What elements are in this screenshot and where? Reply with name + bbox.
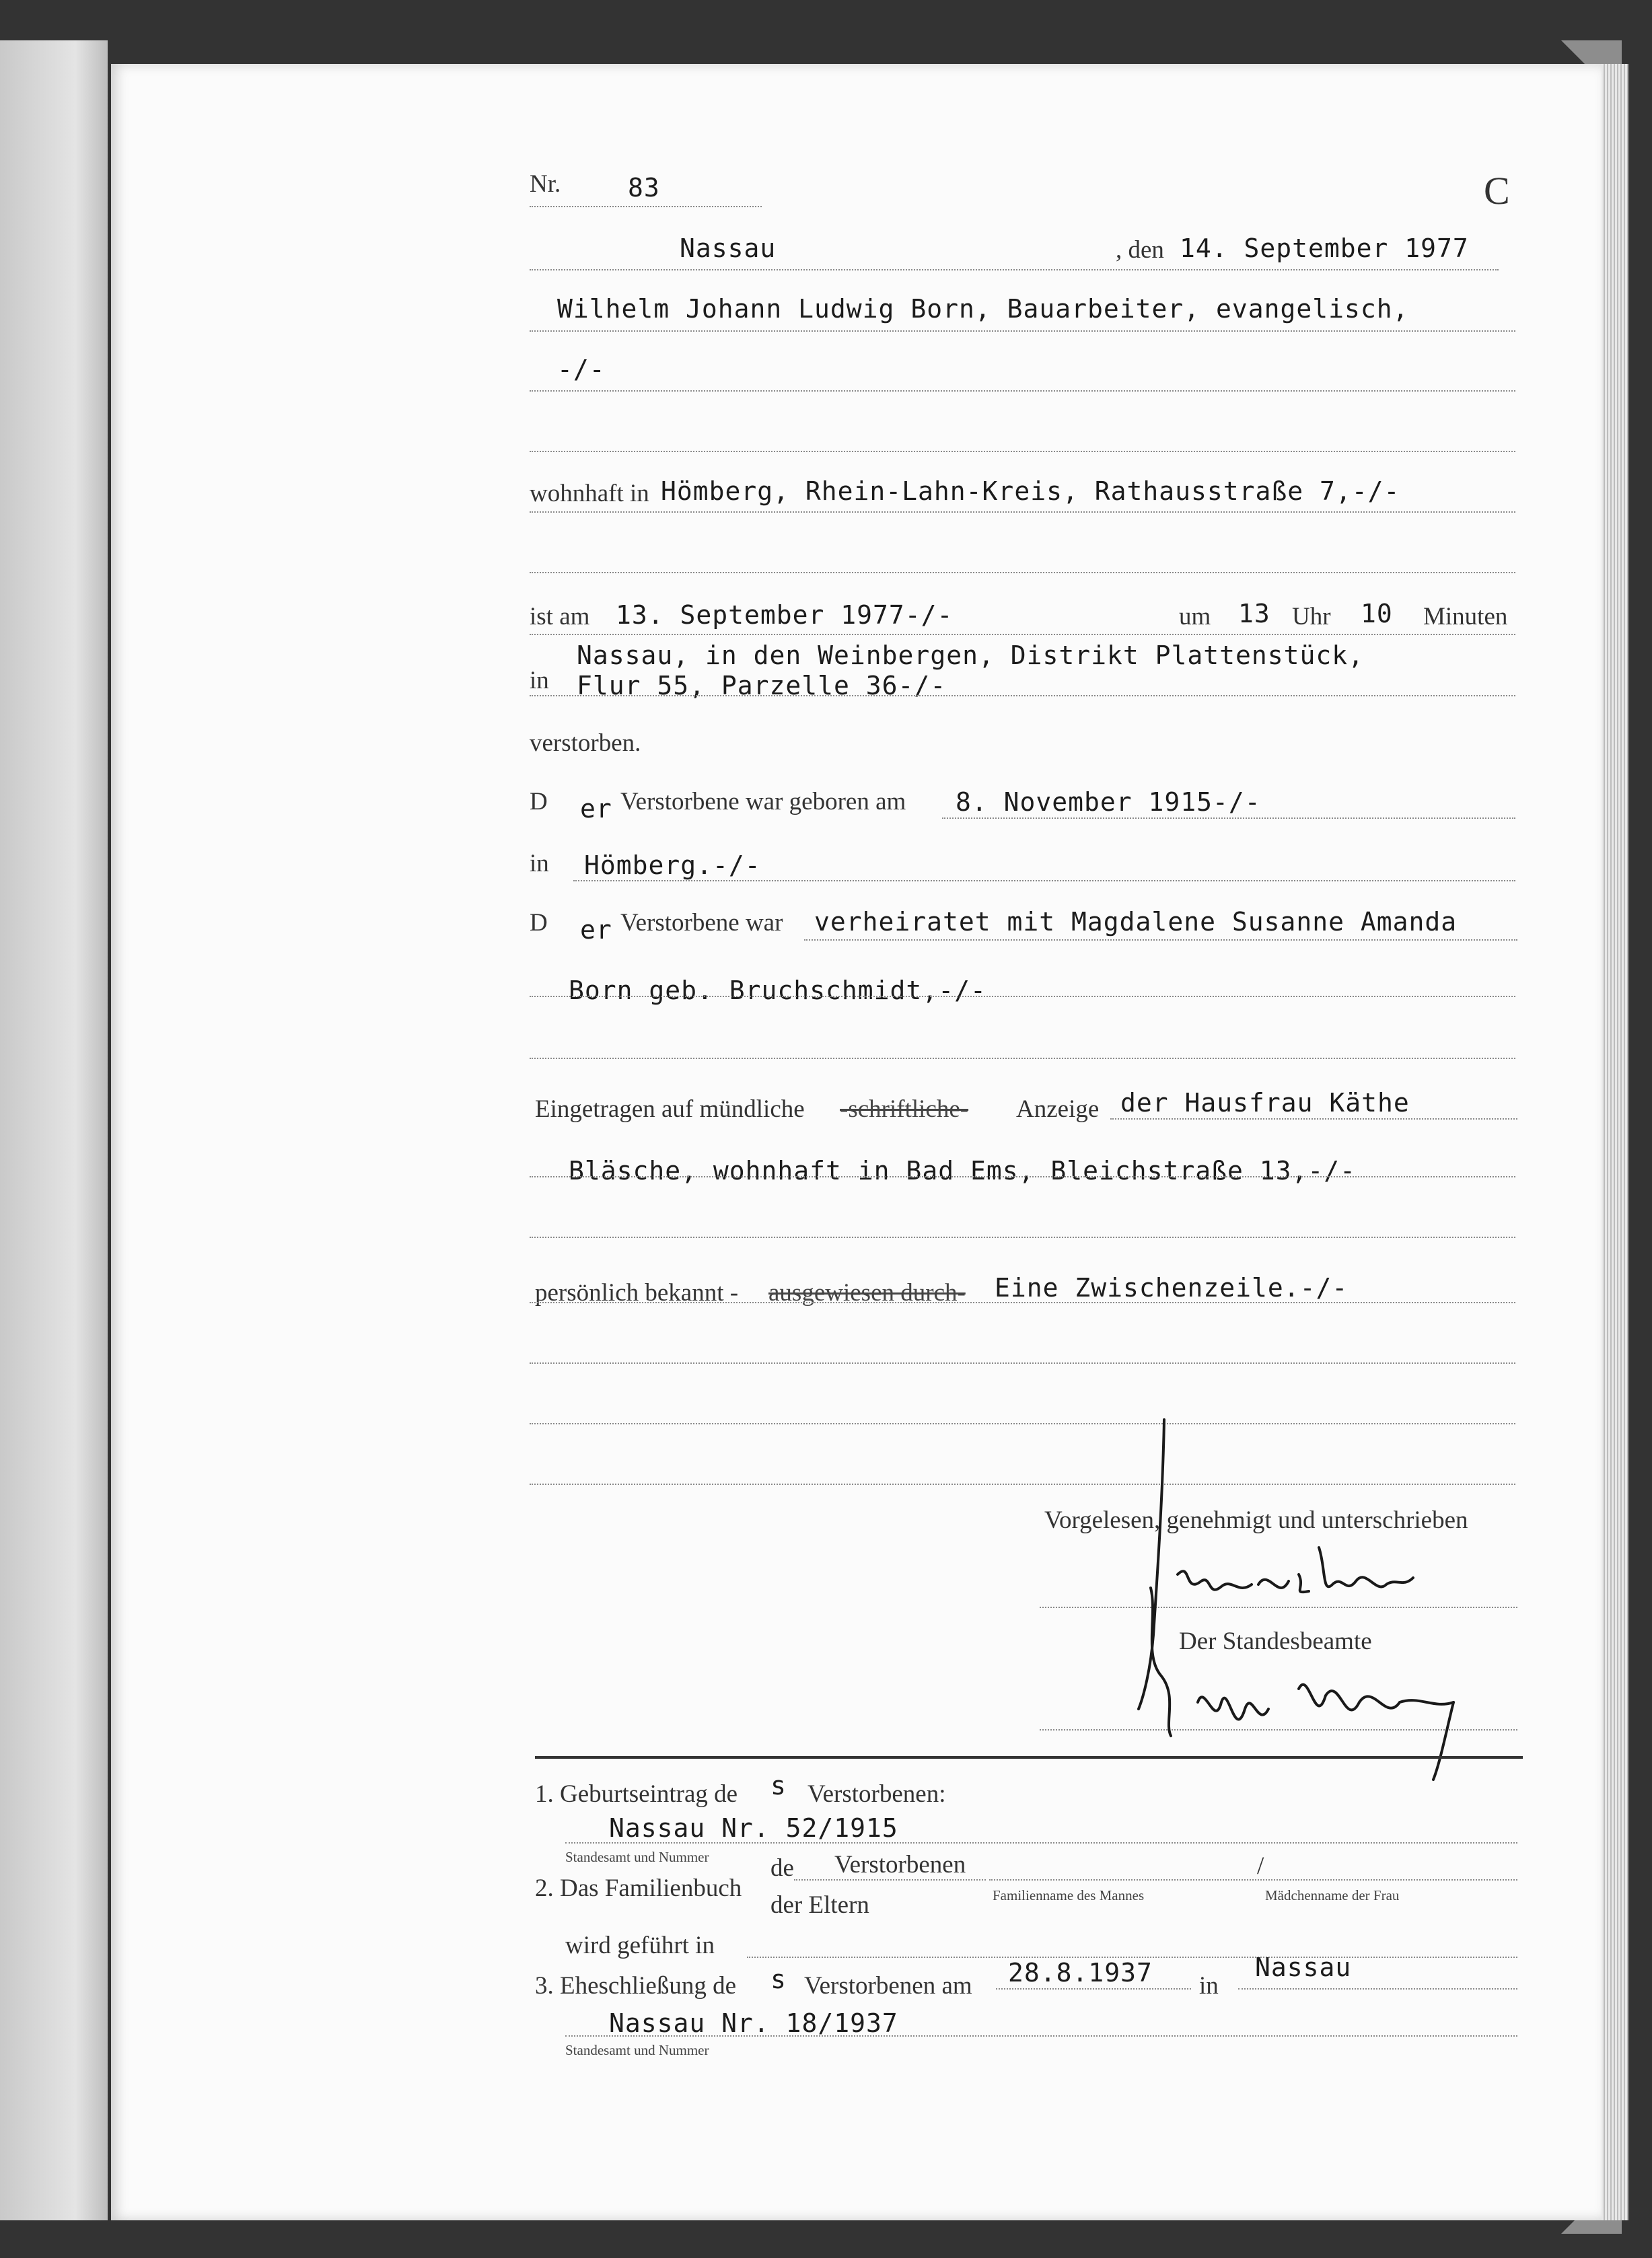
register-letter: C — [1484, 169, 1510, 213]
line-17 — [530, 1362, 1515, 1364]
line-10 — [804, 939, 1517, 941]
line-4 — [530, 511, 1515, 513]
footer-marriage-reference: Nassau Nr. 18/1937 — [609, 2008, 898, 2038]
line-2 — [530, 390, 1515, 392]
birth-gender-fill: er — [580, 794, 612, 824]
deceased-line-2: -/- — [557, 355, 606, 384]
reporter-line1: der Hausfrau Käthe — [1120, 1088, 1410, 1118]
death-place-label: in — [530, 667, 549, 694]
place-date-line — [530, 269, 1499, 270]
caption-standesamt-2: Standesamt und Nummer — [565, 2042, 709, 2058]
caption-familienname: Familienname des Mannes — [993, 1887, 1145, 1903]
footer-de-line — [794, 1879, 986, 1881]
caption-standesamt: Standesamt und Nummer — [565, 1849, 709, 1865]
death-place-line1: Nassau, in den Weinbergen, Distrikt Plattenstück, — [577, 641, 1365, 670]
footer-marriage-place: Nassau — [1255, 1953, 1352, 1982]
left-page-edge — [0, 40, 108, 2220]
nr-underline — [530, 206, 762, 207]
birth-place-label: in — [530, 850, 549, 877]
reporter-line3: Eine Zwischenzeile.-/- — [995, 1273, 1349, 1303]
section-divider — [535, 1756, 1523, 1759]
footer-item3-in: in — [1199, 1972, 1219, 2000]
footer-item1-tail: Verstorbenen: — [807, 1780, 946, 1808]
line-5 — [530, 572, 1515, 573]
report-label: Eingetragen auf mündliche — [535, 1095, 805, 1123]
minuten-label: Minuten — [1423, 603, 1508, 630]
footer-line-3 — [565, 2035, 1517, 2037]
handwritten-signatures — [1137, 1413, 1514, 1790]
birth-date: 8. November 1915-/- — [956, 787, 1261, 817]
bekannt-label: persönlich bekannt - — [535, 1279, 739, 1307]
footer-item3-fill: s — [770, 1965, 787, 1994]
deceased-name-line: Wilhelm Johann Ludwig Born, Bauarbeiter, evangelisch, — [557, 294, 1409, 324]
footer-item2-de: de — [770, 1854, 794, 1882]
registry-place: Nassau — [680, 233, 777, 263]
struck-schriftliche: -schriftliche- — [840, 1095, 969, 1123]
marital-line2: Born geb. Bruchschmidt,-/- — [569, 976, 986, 1005]
den-label: , den — [1116, 236, 1164, 264]
line-9 — [573, 880, 1515, 881]
birth-d-label: D — [530, 788, 548, 815]
footer-name-line — [989, 1879, 1517, 1881]
page-stack-edge — [1602, 64, 1628, 2220]
line-3 — [530, 451, 1515, 452]
footer-birth-reference: Nassau Nr. 52/1915 — [609, 1813, 898, 1843]
footer-item1-label: 1. Geburtseintrag de — [535, 1780, 738, 1808]
footer-item2-eltern: der Eltern — [770, 1891, 869, 1919]
struck-ausgewiesen: ausgewiesen durch- — [768, 1279, 966, 1307]
line-8 — [942, 817, 1515, 819]
residence-label: wohnhaft in — [530, 480, 649, 507]
death-minute: 10 — [1361, 599, 1393, 628]
line-11 — [530, 996, 1515, 997]
line-14 — [530, 1176, 1515, 1177]
footer-slash: / — [1257, 1852, 1264, 1880]
footer-item2-verstorbenen: Verstorbenen — [834, 1851, 966, 1879]
line-7 — [530, 695, 1515, 696]
death-place-line2: Flur 55, Parzelle 36-/- — [577, 671, 947, 700]
line-15 — [530, 1237, 1515, 1238]
line-12 — [530, 1058, 1515, 1059]
death-hour: 13 — [1238, 599, 1270, 628]
nr-label: Nr. — [530, 170, 561, 198]
footer-item1-fill: s — [770, 1771, 787, 1800]
marital-label: Verstorbene war — [620, 909, 783, 937]
caption-maedchenname: Mädchenname der Frau — [1265, 1887, 1400, 1903]
death-date: 13. September 1977-/- — [616, 600, 954, 630]
footer-line-1 — [565, 1842, 1517, 1844]
vorgelesen-label: Vorgelesen, genehmigt und unterschrieben — [1044, 1506, 1468, 1534]
line-1 — [530, 330, 1515, 332]
footer-item2-label: 2. Das Familienbuch — [535, 1874, 742, 1902]
footer-date-line — [996, 1988, 1191, 1990]
born-label: Verstorbene war geboren am — [620, 788, 906, 815]
footer-wird-label: wird geführt in — [565, 1932, 715, 1959]
birth-place: Hömberg.-/- — [584, 850, 761, 880]
footer-marriage-date: 28.8.1937 — [1008, 1958, 1153, 1988]
standesbeamte-label: Der Standesbeamte — [1179, 1628, 1372, 1655]
footer-place-line — [1238, 1988, 1517, 1990]
line-16 — [530, 1302, 1515, 1303]
death-date-label: ist am — [530, 603, 590, 630]
marital-d-label: D — [530, 909, 548, 937]
marital-gender-fill: er — [580, 915, 612, 945]
marital-line1: verheiratet mit Magdalene Susanne Amanda — [814, 907, 1458, 937]
uhr-label: Uhr — [1292, 603, 1331, 630]
footer-item3-mid: Verstorbenen am — [804, 1972, 972, 2000]
verstorben-label: verstorben. — [530, 729, 641, 757]
residence-value: Hömberg, Rhein-Lahn-Kreis, Rathausstraße 7,-/- — [661, 476, 1400, 506]
entry-number: 83 — [628, 173, 660, 203]
line-13 — [1110, 1118, 1517, 1120]
um-label: um — [1179, 603, 1211, 630]
footer-item3-label: 3. Eheschließung de — [535, 1972, 736, 2000]
line-6 — [530, 634, 1515, 635]
anzeige-label: Anzeige — [1016, 1095, 1100, 1123]
reporter-line2: Bläsche, wohnhaft in Bad Ems, Bleichstraße 13,-/- — [569, 1156, 1357, 1186]
registry-date: 14. September 1977 — [1180, 233, 1469, 263]
